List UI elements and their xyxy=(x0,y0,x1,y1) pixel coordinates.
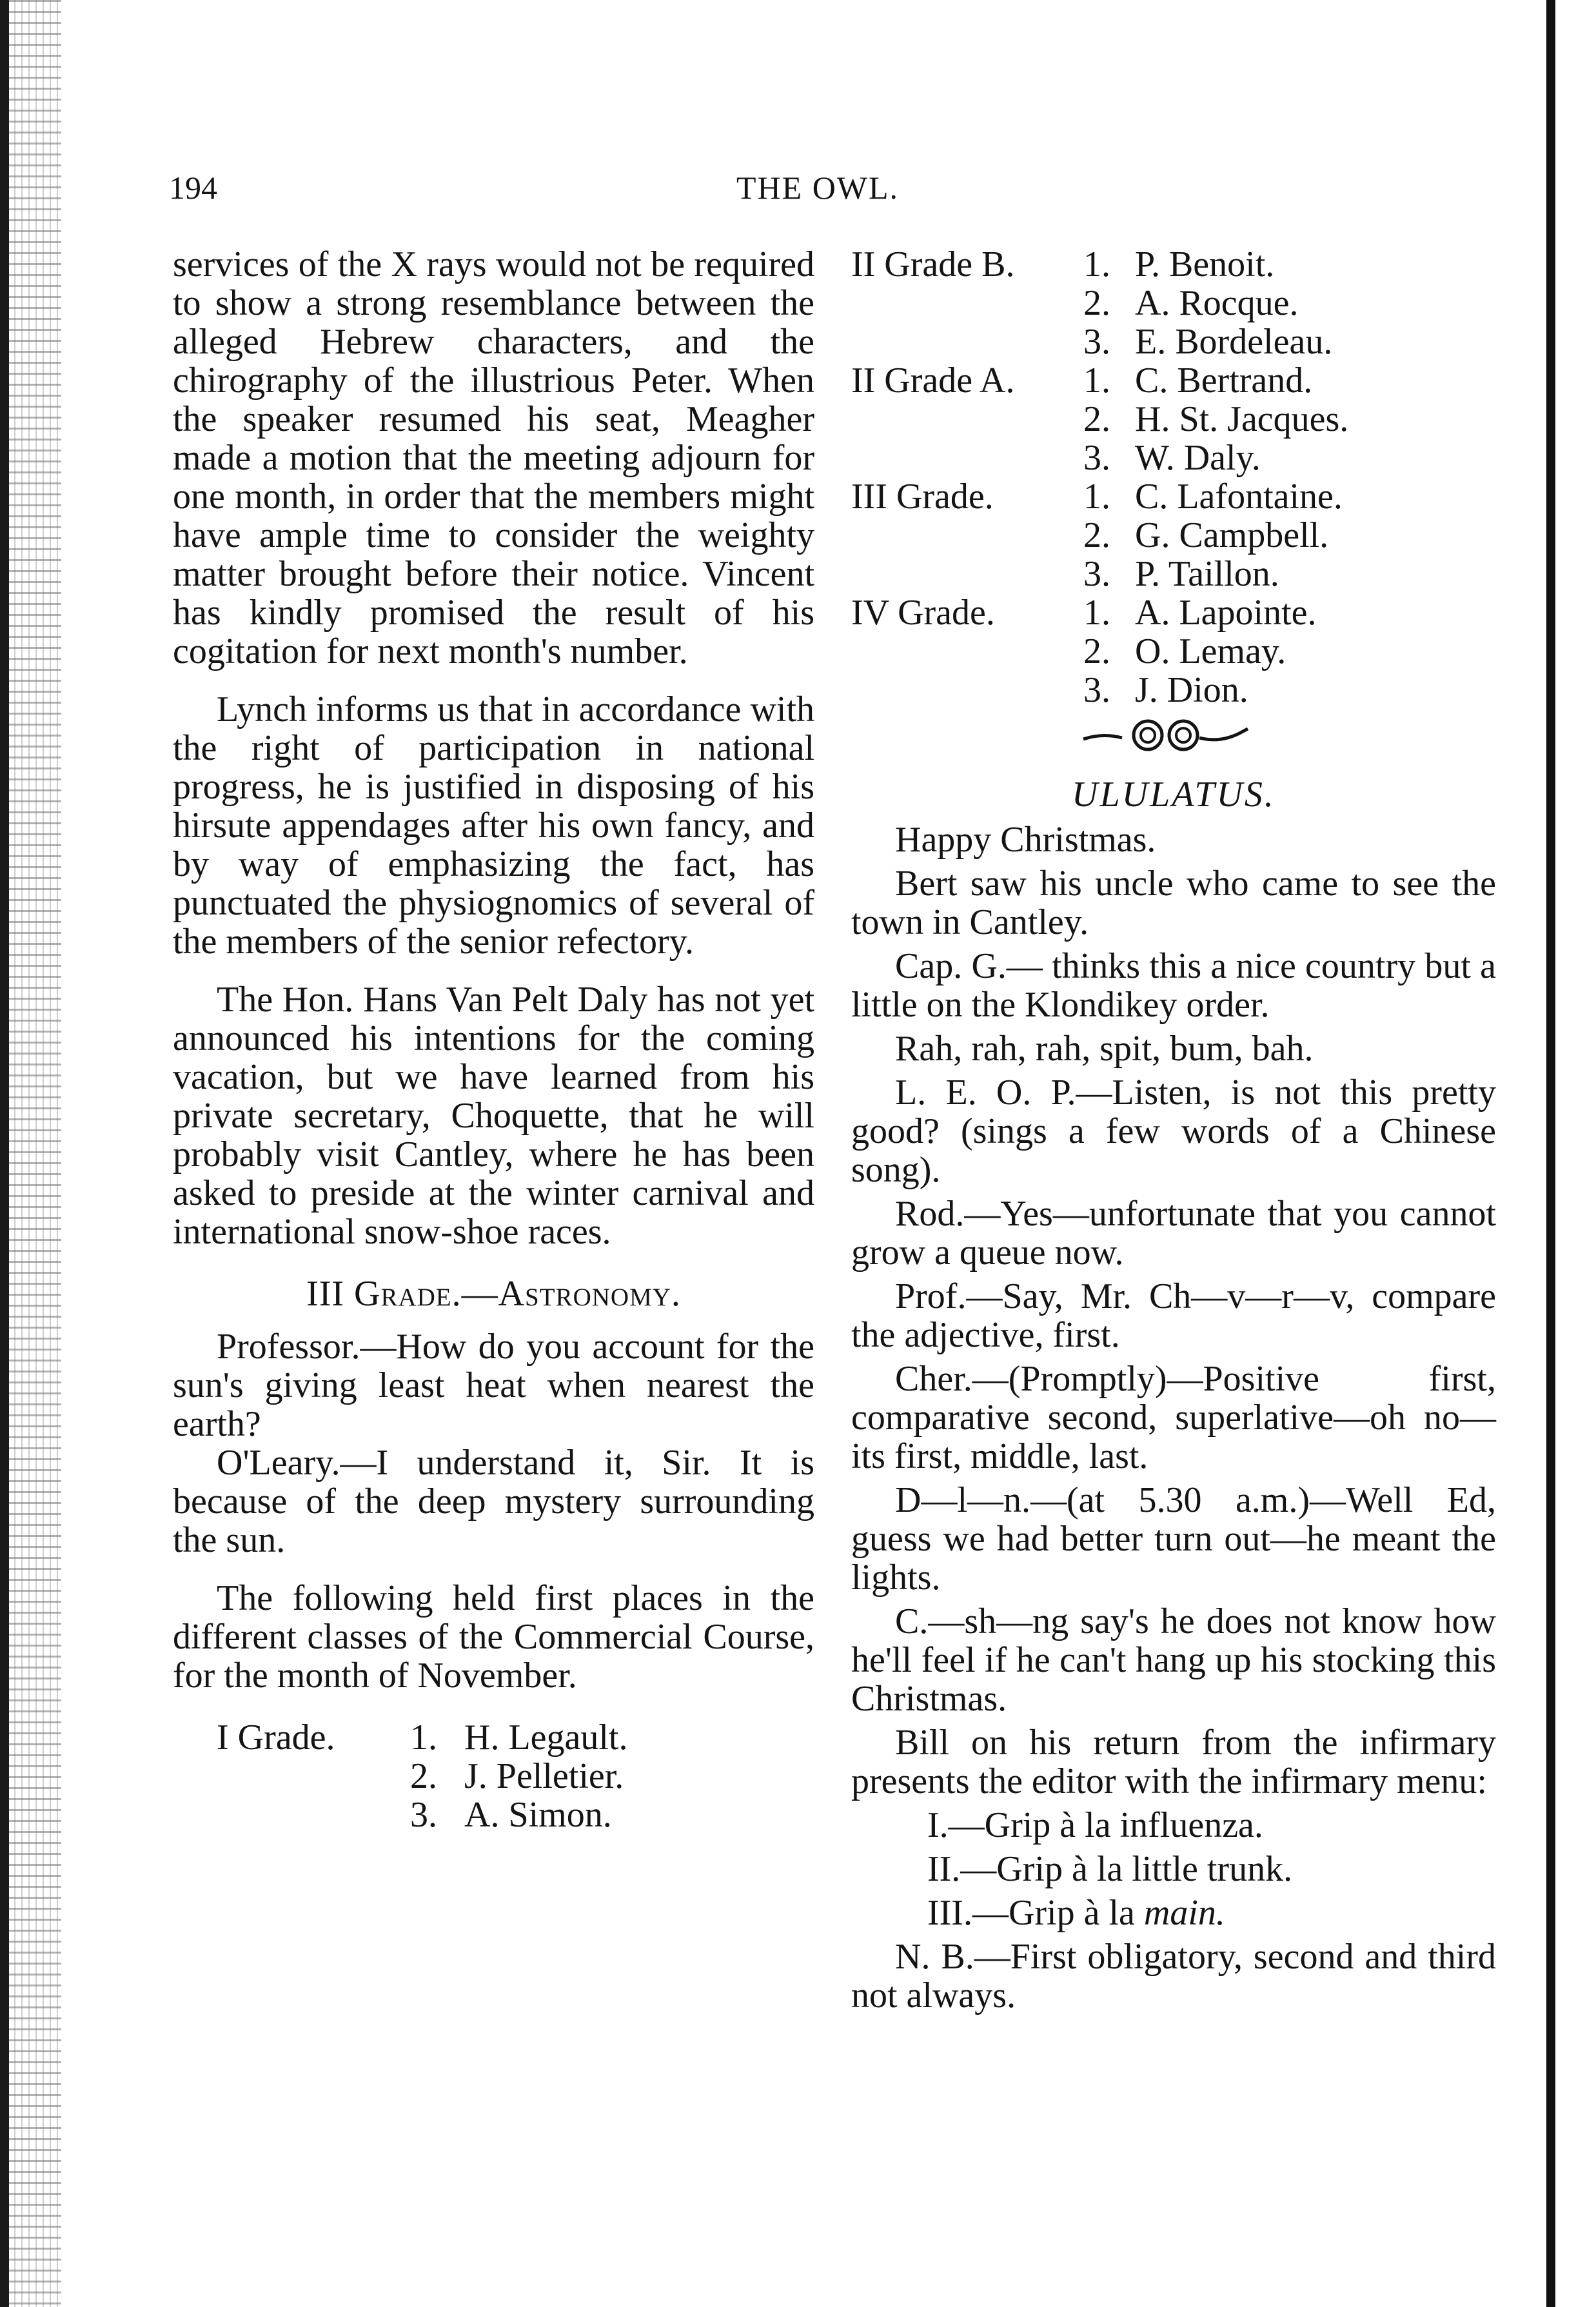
binding-edge-shadow xyxy=(0,0,9,2307)
ululatus-line: D—l—n.—(at 5.30 a.m.)—Well Ed, guess we had better turn out—he meant the lights. xyxy=(851,1480,1496,1598)
place-number: 2. xyxy=(1083,399,1110,439)
student-name: J. Pelletier. xyxy=(464,1756,624,1796)
student-name: A. Rocque. xyxy=(1135,283,1299,323)
student-name: P. Taillon. xyxy=(1135,554,1279,594)
menu-item: III.—Grip à la main. xyxy=(927,1893,1225,1933)
ululatus-line: Rod.—Yes—unfortunate that you cannot grow a queue now. xyxy=(851,1194,1496,1272)
menu-item: I.—Grip à la influenza. xyxy=(927,1805,1263,1845)
place-number: 1. xyxy=(1083,361,1110,401)
paragraph-daly: The Hon. Hans Van Pelt Daly has not yet announced his intentions for the coming vacation, but we have learned from his private secretary, Choquette, that he will probably visit Cantley, where he has been asked to preside at the winter carnival and international snow-shoe races. xyxy=(173,980,814,1252)
student-name: A. Simon. xyxy=(464,1795,612,1835)
student-name: W. Daly. xyxy=(1135,438,1261,478)
paragraph-oleary: O'Leary.—I understand it, Sir. It is because of the deep mystery surrounding the sun. xyxy=(173,1443,814,1560)
student-name: G. Campbell. xyxy=(1135,515,1329,555)
running-head xyxy=(169,169,1510,214)
place-number: 3. xyxy=(1083,670,1110,710)
paragraph-first-places: The following held first places in the different classes of the Commercial Course, for the month of November. xyxy=(173,1578,814,1696)
scroll-ornament-icon xyxy=(851,716,1496,761)
ranking-list-upper-grades xyxy=(851,245,1496,709)
place-number: 3. xyxy=(1083,322,1110,362)
section-heading-ululatus: ULULATUS. xyxy=(1072,775,1276,815)
ululatus-line: Happy Christmas. xyxy=(895,820,1156,860)
right-column xyxy=(851,245,1496,2015)
ululatus-line: Cap. G.— thinks this a nice country but a little on the Klondikey order. xyxy=(851,946,1496,1025)
student-name: C. Lafontaine. xyxy=(1135,477,1343,517)
grade-label: IV Grade. xyxy=(851,593,995,633)
student-name: H. Legault. xyxy=(464,1718,628,1757)
place-number: 1. xyxy=(1083,477,1110,517)
left-column xyxy=(173,245,814,1834)
note-line: N. B.—First obligatory, second and third not always. xyxy=(851,1937,1496,2015)
student-name: C. Bertrand. xyxy=(1135,361,1313,401)
paragraph-lynch: Lynch informs us that in accordance with the right of participation in national progress, he is justified in disposing of his hirsute appendages after his own fancy, and by way of emphasizing the fact, has punctuated the physiognomics of several of the members of the senior refectory. xyxy=(173,689,814,962)
ululatus-line: Bill on his return from the infirmary presents the editor with the infirmary menu: xyxy=(851,1723,1496,1801)
student-name: H. St. Jacques. xyxy=(1135,399,1349,439)
grade-label: II Grade A. xyxy=(851,361,1015,401)
ululatus-line: L. E. O. P.—Listen, is not this pretty good? (sings a few words of a Chinese song). xyxy=(851,1073,1496,1190)
grade-label: III Grade. xyxy=(851,477,994,517)
paragraph-professor: Professor.—How do you account for the sun's giving least heat when nearest the earth? xyxy=(173,1327,814,1444)
paragraph-xrays: services of the X rays would not be required to show a strong resemblance between the alleged Hebrew characters, and the chirography of the illustrious Peter. When the speaker resumed his seat, Meagher made a motion that the meeting adjourn for one month, in order that the members might have ample time to consider the weighty matter brought before their notice. Vincent has kindly promised the result of his cogitation for next month's number. xyxy=(173,244,814,671)
ululatus-line: C.—sh—ng say's he does not know how he'll feel if he can't hang up his stocking this Christmas. xyxy=(851,1601,1496,1719)
place-number: 1. xyxy=(1083,593,1110,633)
journal-title: THE OWL. xyxy=(736,170,900,206)
menu-item: II.—Grip à la little trunk. xyxy=(927,1849,1293,1889)
place-number: 2. xyxy=(410,1756,437,1796)
place-number: 2. xyxy=(1083,515,1110,555)
place-number: 3. xyxy=(410,1795,437,1835)
grade-label: II Grade B. xyxy=(851,244,1015,284)
ranking-list-i-grade xyxy=(217,1718,814,1834)
student-name: A. Lapointe. xyxy=(1135,593,1317,633)
place-number: 1. xyxy=(1083,244,1110,284)
ululatus-line: Bert saw his uncle who came to see the town in Cantley. xyxy=(851,864,1496,942)
place-number: 3. xyxy=(1083,554,1110,594)
student-name: P. Benoit. xyxy=(1135,244,1275,284)
section-heading-astronomy: III Grade.—Astronomy. xyxy=(306,1274,681,1314)
binding-edge-artifact xyxy=(0,0,61,2307)
ululatus-line: Cher.—(Promptly)—Positive first, comparative second, superlative—oh no—its first, middle, last. xyxy=(851,1359,1496,1476)
page-number: 194 xyxy=(169,170,217,206)
place-number: 3. xyxy=(1083,438,1110,478)
place-number: 2. xyxy=(1083,283,1110,323)
place-number: 2. xyxy=(1083,631,1110,671)
place-number: 1. xyxy=(410,1718,437,1757)
ululatus-line: Rah, rah, rah, spit, bum, bah. xyxy=(895,1029,1314,1069)
ululatus-line: Prof.—Say, Mr. Ch—v—r—v, compare the adjective, first. xyxy=(851,1276,1496,1355)
right-edge-shadow xyxy=(1546,0,1555,2307)
student-name: O. Lemay. xyxy=(1135,631,1286,671)
student-name: E. Bordeleau. xyxy=(1135,322,1333,362)
student-name: J. Dion. xyxy=(1135,670,1248,710)
grade-label: I Grade. xyxy=(217,1718,335,1757)
